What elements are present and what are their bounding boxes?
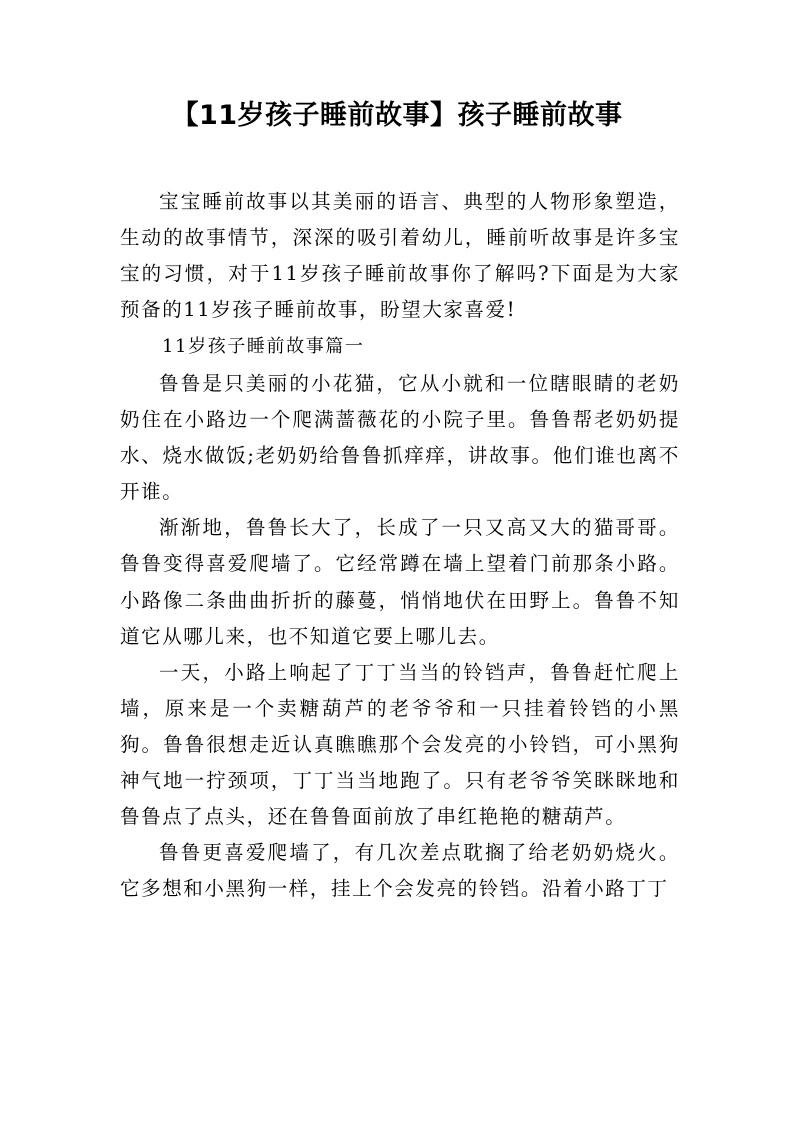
intro-paragraph: 宝宝睡前故事以其美丽的语言、典型的人物形象塑造，生动的故事情节，深深的吸引着幼儿，睡前听故事是许多宝宝的习惯，对于11岁孩子睡前故事你了解吗?下面是为大家预备的11岁孩子睡前故事，盼望大家喜爱! [120,190,680,322]
document-title: 【11岁孩子睡前故事】孩子睡前故事 [171,100,623,131]
story-paragraph-4: 鲁鲁更喜爱爬墙了，有几次差点耽搁了给老奶奶烧火。它多想和小黑狗一样，挂上个会发亮的铃铛。沿着小路丁丁 [120,841,680,901]
section-heading: 11岁孩子睡前故事篇一 [162,336,365,358]
story-paragraph-1: 鲁鲁是只美丽的小花猫，它从小就和一位瞎眼睛的老奶奶住在小路边一个爬满蔷薇花的小院子里。鲁鲁帮老奶奶提水、烧水做饭;老奶奶给鲁鲁抓痒痒，讲故事。他们谁也离不开谁。 [120,371,680,504]
story-paragraph-3: 一天，小路上响起了丁丁当当的铃铛声，鲁鲁赶忙爬上墙，原来是一个卖糖葫芦的老爷爷和一只挂着铃铛的小黑狗。鲁鲁很想走近认真瞧瞧那个会发亮的小铃铛，可小黑狗神气地一拧颈项，丁丁当当地跑了。只有老爷爷笑眯眯地和鲁鲁点了点头，还在鲁鲁面前放了串红艳艳的糖葫芦。 [120,660,680,829]
story-paragraph-2: 渐渐地，鲁鲁长大了，长成了一只又高又大的猫哥哥。鲁鲁变得喜爱爬墙了。它经常蹲在墙上望着门前那条小路。小路像二条曲曲折折的藤蔓，悄悄地伏在田野上。鲁鲁不知道它从哪儿来，也不知道它要上哪儿去。 [120,516,680,648]
document-body [120,184,680,907]
